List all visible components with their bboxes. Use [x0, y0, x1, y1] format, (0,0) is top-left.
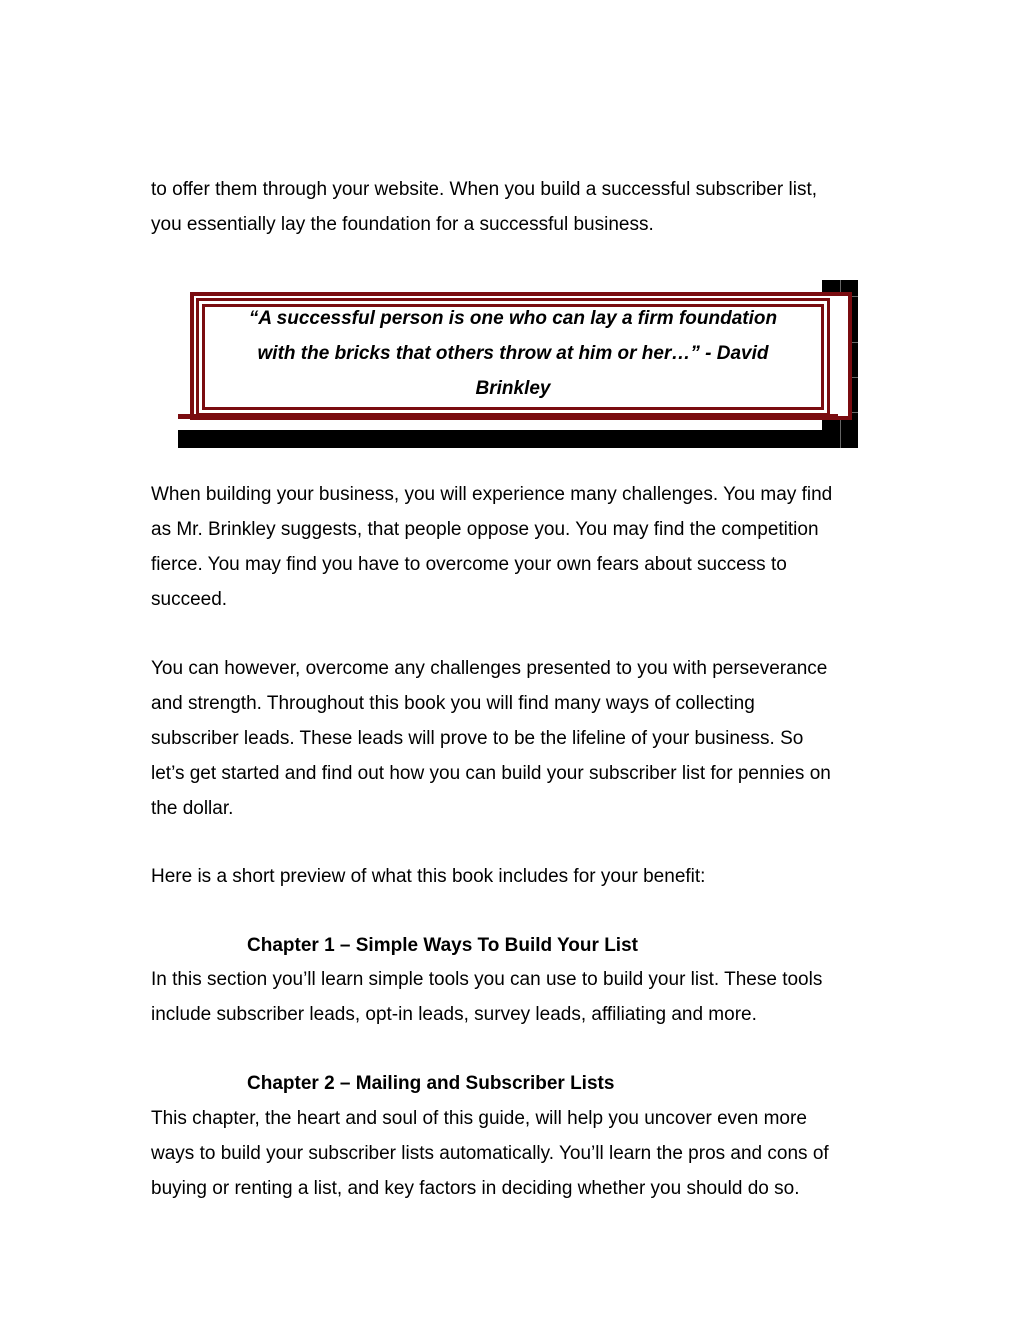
text-line: the dollar.	[151, 798, 234, 819]
text-line: fierce. You may find you have to overcome your own fears about success to	[151, 554, 787, 575]
quote-line: with the bricks that others throw at him or her…” - David	[257, 343, 769, 364]
quote-box	[178, 280, 858, 448]
text-line: include subscriber leads, opt-in leads, survey leads, affiliating and more.	[151, 1004, 757, 1025]
text-line: as Mr. Brinkley suggests, that people oppose you. You may find the competition	[151, 519, 819, 540]
text-line: you essentially lay the foundation for a successful business.	[151, 214, 654, 235]
quote-text	[214, 301, 812, 406]
text-line: succeed.	[151, 589, 228, 610]
text-line: let’s get started and find out how you can build your subscriber list for pennies on	[151, 763, 831, 784]
chapter-1-heading: Chapter 1 – Simple Ways To Build Your List	[247, 935, 638, 956]
overcome-paragraph	[151, 651, 891, 826]
preview-paragraph	[151, 859, 891, 894]
challenges-paragraph	[151, 477, 891, 617]
quote-shadow-bottom	[178, 430, 858, 448]
text-line: ways to build your subscriber lists automatically. You’ll learn the pros and cons of	[151, 1143, 829, 1164]
text-line: Here is a short preview of what this book includes for your benefit:	[151, 866, 706, 887]
text-line: In this section you’ll learn simple tools you can use to build your list. These tools	[151, 969, 823, 990]
text-line: buying or renting a list, and key factors in deciding whether you should do so.	[151, 1178, 800, 1199]
chapter-2-description	[151, 1101, 891, 1206]
chapter-2-heading: Chapter 2 – Mailing and Subscriber Lists	[247, 1073, 615, 1094]
text-line: This chapter, the heart and soul of this guide, will help you uncover even more	[151, 1108, 807, 1129]
text-line: When building your business, you will experience many challenges. You may find	[151, 484, 833, 505]
text-line: to offer them through your website. When you build a successful subscriber list,	[151, 179, 818, 200]
quote-frame-base	[178, 414, 838, 419]
text-line: You can however, overcome any challenges presented to you with perseverance	[151, 658, 828, 679]
quote-line: “A successful person is one who can lay a firm foundation	[248, 308, 778, 329]
chapter-1-description	[151, 962, 891, 1032]
intro-paragraph	[151, 172, 891, 242]
text-line: and strength. Throughout this book you will find many ways of collecting	[151, 693, 755, 714]
text-line: subscriber leads. These leads will prove to be the lifeline of your business. So	[151, 728, 804, 749]
quote-line: Brinkley	[475, 378, 551, 399]
